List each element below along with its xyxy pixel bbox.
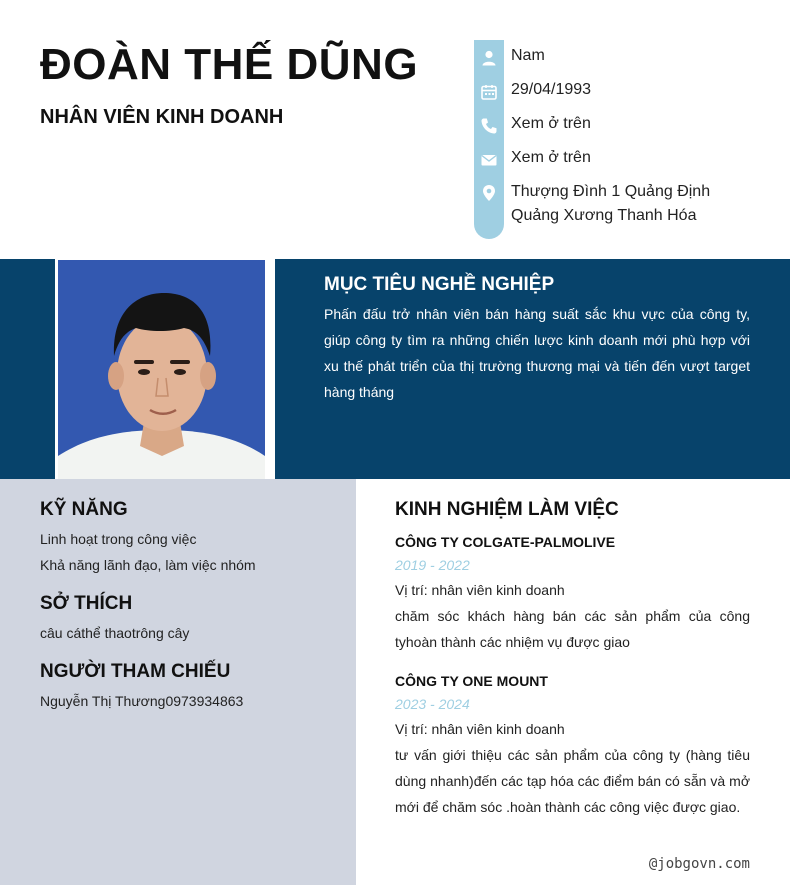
candidate-name: ĐOÀN THẾ DŨNG — [40, 40, 419, 89]
job-position: Vị trí: nhân viên kinh doanh — [395, 721, 565, 737]
address-line-2: Quảng Xương Thanh Hóa — [511, 207, 697, 224]
hobbies-text: câu cáthể thaotrông cây — [40, 625, 190, 641]
objective-title: MỤC TIÊU NGHỀ NGHIỆP — [324, 274, 555, 295]
job-period: 2023 - 2024 — [395, 696, 470, 712]
job-company: CÔNG TY COLGATE-PALMOLIVE — [395, 534, 616, 550]
job-title: NHÂN VIÊN KINH DOANH — [40, 106, 284, 128]
calendar-icon — [480, 83, 498, 101]
contact-icon-bar — [474, 40, 504, 239]
skill-item: Khả năng lãnh đạo, làm việc nhóm — [40, 557, 256, 573]
skill-item: Linh hoạt trong công việc — [40, 531, 197, 547]
source-watermark: @jobgovn.com — [648, 856, 750, 872]
objective-text: Phấn đấu trở nhân viên bán hàng suất sắc khu vực của công ty, giúp công ty tìm ra những chiến lược kinh doanh mới phù hợp với xu thế phát triển của thị trường thương mại và tiến đến vượt target hàng tháng — [324, 306, 750, 400]
location-pin-icon — [480, 184, 498, 202]
skills-title: KỸ NĂNG — [40, 499, 128, 520]
gender-value: Nam — [511, 47, 545, 64]
address-line-1: Thượng Đình 1 Quảng Định — [511, 183, 711, 200]
birthday-value: 29/04/1993 — [511, 81, 592, 98]
phone-value: Xem ở trên — [511, 115, 591, 132]
job-position: Vị trí: nhân viên kinh doanh — [395, 582, 565, 598]
address-value — [511, 180, 710, 228]
job-company: CÔNG TY ONE MOUNT — [395, 673, 548, 689]
person-icon — [480, 49, 498, 67]
job-period: 2019 - 2022 — [395, 557, 470, 573]
experience-title: KINH NGHIỆM LÀM VIỆC — [395, 499, 619, 520]
job-description: chăm sóc khách hàng bán các sản phẩm của công tyhoàn thành các nhiệm vụ được giao — [395, 608, 750, 650]
profile-photo — [58, 260, 265, 479]
job-description: tư vấn giới thiệu các sản phẩm của công ty (hàng tiêu dùng nhanh)đến các tạp hóa các điểm bán có sẵn và mở mới để chăm sóc .hoàn thành các công việc được giao. — [395, 747, 750, 815]
mail-icon — [480, 151, 498, 169]
email-value: Xem ở trên — [511, 149, 591, 166]
phone-icon — [480, 117, 498, 135]
references-text: Nguyễn Thị Thương0973934863 — [40, 693, 244, 709]
references-title: NGƯỜI THAM CHIẾU — [40, 661, 231, 682]
hobbies-title: SỞ THÍCH — [40, 593, 133, 614]
